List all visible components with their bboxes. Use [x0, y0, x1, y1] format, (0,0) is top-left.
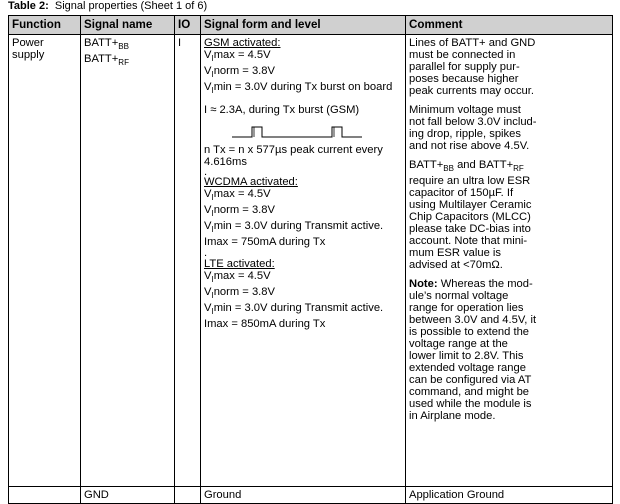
- comment-note: Note: Whereas the mod- ule’s normal voltage range for operation lies between 3.0V and 4.5V, it is possible to extend the voltage range at the lower limit to 2.8V. This extended voltage range can be configured via AT command, and might be used while the module is in Airplane mode.: [409, 278, 537, 422]
- header-io: IO: [175, 16, 201, 35]
- gsm-vmax: $V_I\max = 4.5V$: [204, 49, 271, 63]
- gsm-vmin: $V_I\min = 3.0V$ during Tx burst on board: [204, 81, 393, 95]
- header-signal-name: Signal name: [81, 16, 175, 35]
- table-caption: [8, 0, 207, 13]
- wcdma-vmin: $V_I\min = 3.0V$ during Transmit active.: [204, 220, 384, 234]
- signal-name: $BATT+_{BB}$: [84, 37, 129, 51]
- lte-vmax: $V_I\max = 4.5V$: [204, 270, 271, 284]
- burst-waveform-icon: [222, 122, 372, 140]
- comment-cell: [406, 35, 613, 487]
- gsm-burst-note: n Tx = n x 577µs peak current every 4.616ms: [204, 144, 383, 168]
- header-signal-form: Signal form and level: [201, 16, 406, 35]
- signal-form-cell: [201, 35, 406, 487]
- table-row: [9, 35, 613, 487]
- comment-ground: Application Ground: [406, 487, 613, 504]
- header-comment: Comment: [406, 16, 613, 35]
- comment-p2: Minimum voltage must not fall below 3.0V includ- ing drop, ripple, spikes and not rise above 4.5V.: [409, 104, 537, 152]
- signal-name-cell: [81, 35, 175, 487]
- table-row: [9, 487, 613, 504]
- comment-p3: $BATT+_{BB}$ and $BATT+_{RF}$ require an ultra low ESR capacitor of 150µF. If using Multilayer Ceramic Chip Capacitors (MLCC) please take DC-bias into account. Note that mini- mum ESR value is advised at <70mΩ.: [409, 159, 532, 271]
- header-function: Function: [9, 16, 81, 35]
- lte-vnorm: $V_Inorm = 3.8V$: [204, 286, 275, 300]
- signal-form-ground: Ground: [201, 487, 406, 504]
- function-line: Power: [12, 37, 44, 49]
- signal-properties-table: [8, 15, 613, 504]
- function-cell-empty: [9, 487, 81, 504]
- io-cell-empty: [175, 487, 201, 504]
- io-cell: I: [175, 35, 201, 487]
- gsm-vnorm: $V_Inorm = 3.8V$: [204, 65, 275, 79]
- separator-dot: .: [204, 247, 208, 259]
- wcdma-title: WCDMA activated:: [204, 176, 298, 188]
- header-row: [9, 16, 613, 35]
- note-label: Note:: [409, 278, 438, 290]
- lte-imax: Imax = 850mA during Tx: [204, 318, 326, 330]
- function-cell: [9, 35, 81, 487]
- lte-vmin: $V_I\min = 3.0V$ during Transmit active.: [204, 302, 384, 316]
- signal-name-gnd: GND: [81, 487, 175, 504]
- separator-dot: .: [204, 166, 208, 178]
- wcdma-imax: Imax = 750mA during Tx: [204, 236, 326, 248]
- caption-text: Signal properties (Sheet 1 of 6): [54, 0, 208, 12]
- lte-title: LTE activated:: [204, 258, 275, 270]
- comment-p1: Lines of BATT+ and GND must be connected in parallel for supply pur- poses because higher peak currents may occur.: [409, 37, 536, 97]
- function-line: supply: [12, 49, 45, 61]
- gsm-current: I ≈ 2.3A, during Tx burst (GSM): [204, 104, 360, 116]
- signal-name: $BATT+_{RF}$: [84, 53, 129, 67]
- caption-label: Table 2:: [8, 0, 49, 12]
- wcdma-vmax: $V_I\max = 4.5V$: [204, 188, 271, 202]
- gsm-title: GSM activated:: [204, 37, 281, 49]
- wcdma-vnorm: $V_Inorm = 3.8V$: [204, 204, 275, 218]
